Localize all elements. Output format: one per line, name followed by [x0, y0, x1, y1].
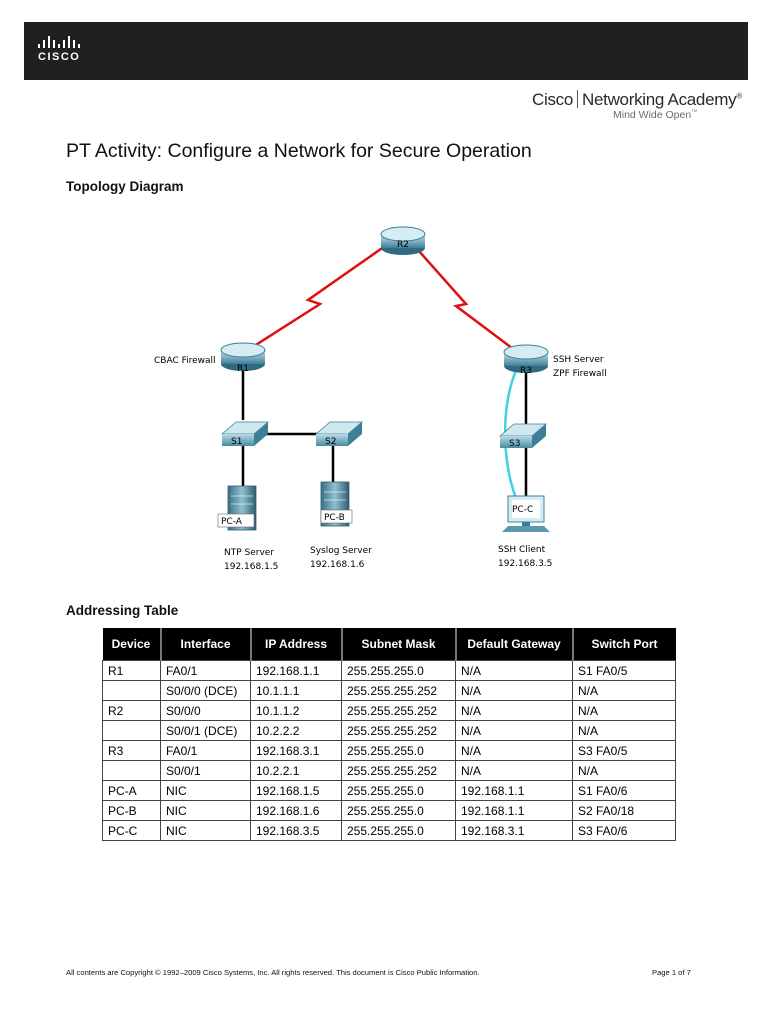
table-cell: S0/0/0 — [161, 701, 251, 721]
table-cell: 192.168.3.5 — [251, 821, 342, 841]
table-cell: R2 — [103, 701, 161, 721]
pca-role: NTP Server — [224, 548, 275, 558]
table-cell: 192.168.1.6 — [251, 801, 342, 821]
table-cell: 255.255.255.0 — [342, 821, 456, 841]
pcc-label: PC-C — [512, 505, 534, 515]
r3-role-2: ZPF Firewall — [553, 369, 607, 379]
academy-tagline: Mind Wide Open — [613, 109, 692, 121]
table-row — [103, 781, 676, 801]
table-row — [103, 701, 676, 721]
table-row — [103, 801, 676, 821]
table-cell: 10.1.1.2 — [251, 701, 342, 721]
table-cell: 10.1.1.1 — [251, 681, 342, 701]
cisco-bars-icon — [38, 36, 80, 48]
table-row — [103, 661, 676, 681]
table-row — [103, 741, 676, 761]
col-header-default-gateway: Default Gateway — [456, 628, 573, 661]
footer-page-number: Page 1 of 7 — [652, 968, 691, 977]
table-cell: 255.255.255.252 — [342, 701, 456, 721]
table-cell: 255.255.255.252 — [342, 721, 456, 741]
s3-label: S3 — [509, 439, 521, 449]
cisco-logo — [38, 36, 80, 63]
table-cell: N/A — [573, 701, 676, 721]
pcb-label: PC-B — [324, 513, 345, 523]
table-cell: PC-A — [103, 781, 161, 801]
switch-s1-icon — [222, 422, 268, 446]
academy-brand — [532, 90, 747, 121]
table-cell: N/A — [456, 701, 573, 721]
table-row — [103, 761, 676, 781]
pca-ip: 192.168.1.5 — [224, 562, 279, 572]
table-cell: 255.255.255.0 — [342, 781, 456, 801]
serial-link-r2-r3 — [418, 250, 520, 354]
logo-wordmark: CISCO — [38, 51, 81, 63]
table-header-row — [103, 628, 676, 661]
table-cell: N/A — [573, 721, 676, 741]
table-cell: N/A — [573, 681, 676, 701]
table-cell: NIC — [161, 781, 251, 801]
pcc-role: SSH Client — [498, 545, 546, 555]
table-cell: N/A — [573, 761, 676, 781]
table-cell: 255.255.255.0 — [342, 661, 456, 681]
s2-label: S2 — [325, 437, 337, 447]
table-cell: FA0/1 — [161, 741, 251, 761]
addressing-table — [102, 628, 676, 841]
table-cell: 255.255.255.0 — [342, 741, 456, 761]
table-cell: FA0/1 — [161, 661, 251, 681]
r1-role: CBAC Firewall — [154, 356, 216, 366]
table-cell: 192.168.3.1 — [456, 821, 573, 841]
table-cell: R1 — [103, 661, 161, 681]
table-cell: N/A — [456, 721, 573, 741]
table-cell — [103, 681, 161, 701]
s1-label: S1 — [231, 437, 243, 447]
r1-label: R1 — [237, 364, 249, 374]
topology-heading: Topology Diagram — [66, 179, 184, 194]
table-cell: 10.2.2.2 — [251, 721, 342, 741]
r2-label: R2 — [397, 240, 409, 250]
trademark-mark: ™ — [691, 109, 698, 116]
table-cell: N/A — [456, 681, 573, 701]
registered-mark: ® — [736, 91, 742, 101]
page-title: PT Activity: Configure a Network for Secure Operation — [66, 140, 532, 162]
table-cell: S1 FA0/5 — [573, 661, 676, 681]
table-cell: S0/0/1 — [161, 761, 251, 781]
topology-diagram — [130, 212, 650, 582]
col-header-switch-port: Switch Port — [573, 628, 676, 661]
table-cell: S3 FA0/5 — [573, 741, 676, 761]
pcb-role: Syslog Server — [310, 546, 372, 556]
academy-brand-name: Networking Academy — [582, 90, 737, 109]
table-cell — [103, 761, 161, 781]
pca-label: PC-A — [221, 517, 242, 527]
r3-role-1: SSH Server — [553, 355, 604, 365]
table-cell — [103, 721, 161, 741]
table-cell: 10.2.2.1 — [251, 761, 342, 781]
table-cell: PC-B — [103, 801, 161, 821]
serial-link-r1-r2 — [248, 244, 388, 350]
table-cell: N/A — [456, 741, 573, 761]
table-cell: S3 FA0/6 — [573, 821, 676, 841]
table-cell: 255.255.255.252 — [342, 681, 456, 701]
table-cell: NIC — [161, 821, 251, 841]
table-cell: N/A — [456, 761, 573, 781]
table-cell: 192.168.1.5 — [251, 781, 342, 801]
table-cell: S1 FA0/6 — [573, 781, 676, 801]
switch-s3-icon — [500, 424, 546, 448]
table-cell: 255.255.255.0 — [342, 801, 456, 821]
table-cell: S0/0/1 (DCE) — [161, 721, 251, 741]
table-cell: 192.168.1.1 — [456, 781, 573, 801]
table-cell: 255.255.255.252 — [342, 761, 456, 781]
table-cell: 192.168.1.1 — [251, 661, 342, 681]
academy-brand-cisco: Cisco — [532, 90, 574, 109]
r3-label: R3 — [520, 366, 532, 376]
table-cell: NIC — [161, 801, 251, 821]
table-cell: 192.168.1.1 — [456, 801, 573, 821]
table-row — [103, 721, 676, 741]
pcb-ip: 192.168.1.6 — [310, 560, 365, 570]
table-row — [103, 821, 676, 841]
table-row — [103, 681, 676, 701]
col-header-ip-address: IP Address — [251, 628, 342, 661]
header-bar — [24, 22, 748, 80]
table-body — [103, 661, 676, 841]
table-cell: S0/0/0 (DCE) — [161, 681, 251, 701]
pcc-ip: 192.168.3.5 — [498, 559, 553, 569]
table-cell: PC-C — [103, 821, 161, 841]
table-cell: R3 — [103, 741, 161, 761]
table-cell: 192.168.3.1 — [251, 741, 342, 761]
addressing-heading: Addressing Table — [66, 603, 179, 618]
table-cell: S2 FA0/18 — [573, 801, 676, 821]
col-header-device: Device — [103, 628, 161, 661]
switch-s2-icon — [316, 422, 362, 446]
table-cell: N/A — [456, 661, 573, 681]
col-header-interface: Interface — [161, 628, 251, 661]
footer-copyright: All contents are Copyright © 1992–2009 Cisco Systems, Inc. All rights reserved. This document is Cisco Public Information. — [66, 968, 480, 977]
col-header-subnet-mask: Subnet Mask — [342, 628, 456, 661]
